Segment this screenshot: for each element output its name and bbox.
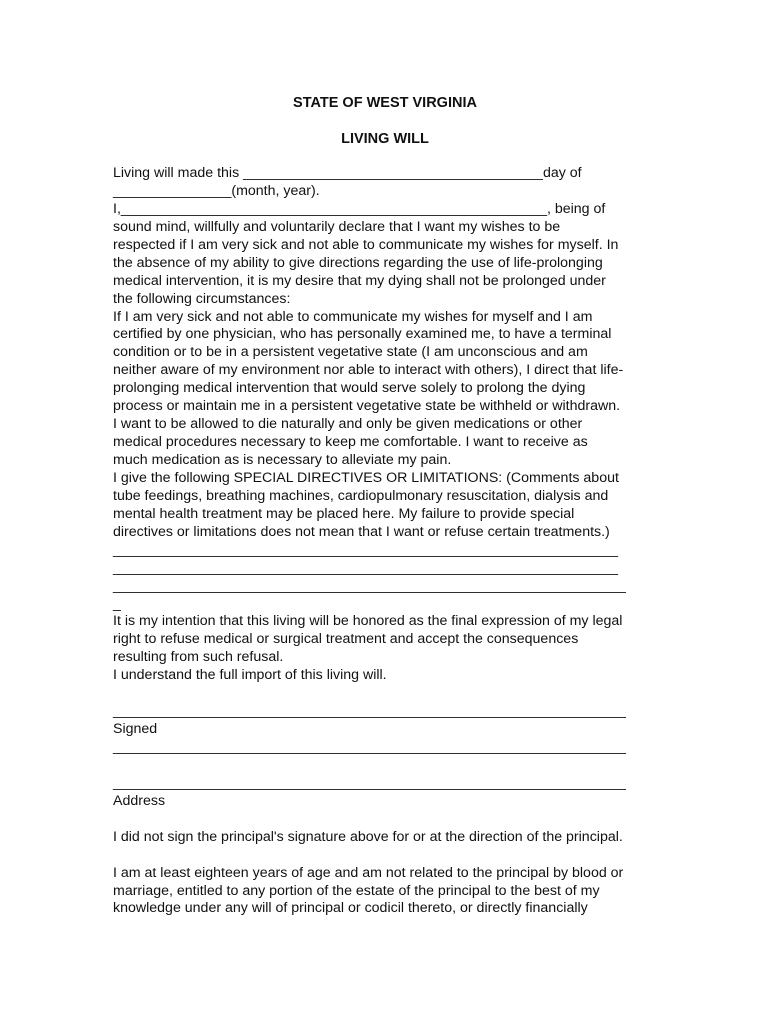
document-line: the absence of my ability to give directions regarding the use of life-prolonging	[113, 254, 603, 271]
blank-line	[113, 847, 673, 865]
document-line: medical procedures necessary to keep me comfortable. I want to receive as	[113, 434, 588, 451]
document-line: mental health treatment may be placed here. My failure to provide special	[113, 505, 575, 522]
document-line: _________________________________________________________________	[113, 703, 626, 720]
document-line: If I am very sick and not able to communicate my wishes for myself and I am	[113, 308, 593, 325]
document-line: _________________________________________________________________	[113, 739, 626, 755]
document-line: respected if I am very sick and not able to communicate my wishes for myself. In	[113, 236, 619, 253]
blank-line	[113, 685, 673, 703]
document-line: I did not sign the principal's signature above for or at the direction of the principal.	[113, 828, 623, 845]
document-line: directives or limitations does not mean that I want or refuse certain treatments.)	[113, 523, 610, 540]
document-title: STATE OF WEST VIRGINIA	[293, 95, 477, 111]
document-line: prolonging medical intervention that would serve solely to prolong the dying	[113, 380, 586, 397]
document-line: medical intervention, it is my desire that my dying shall not be prolonged under	[113, 272, 606, 289]
document-line: right to refuse medical or surgical treatment and accept the consequences	[113, 631, 579, 648]
document-line: certified by one physician, who has personally examined me, to have a terminal	[113, 326, 612, 343]
document-line: I am at least eighteen years of age and am not related to the principal by blood or	[113, 864, 624, 881]
document-line: resulting from such refusal.	[113, 649, 284, 666]
document-line: _______________(month, year).	[113, 182, 320, 199]
document-line: _________________________________________________________________	[113, 774, 626, 791]
blank-line	[113, 811, 673, 829]
document-line: process or maintain me in a persistent vegetative state be withheld or withdrawn.	[113, 398, 621, 415]
document-line: Living will made this ______________________________________day of	[113, 165, 582, 181]
document-line: marriage, entitled to any portion of the estate of the principal to the best of my	[113, 882, 600, 899]
document-line: Signed	[113, 721, 158, 738]
document-line: ________________________________________________________________	[113, 541, 618, 558]
document-line: much medication as is necessary to alleviate my pain.	[113, 452, 452, 468]
document-line: condition or to be in a persistent vegetative state (I am unconscious and am	[113, 344, 588, 361]
document-line: sound mind, willfully and voluntarily declare that I want my wishes to be	[113, 218, 561, 235]
document-line: _	[113, 595, 121, 612]
document-line: I want to be allowed to die naturally and only be given medications or other	[113, 416, 583, 433]
document-line: I understand the full import of this living will.	[113, 667, 387, 684]
document-line: ________________________________________________________________	[113, 559, 618, 576]
document-line: knowledge under any will of principal or codicil thereto, or directly financially	[113, 900, 588, 917]
document-line: tube feedings, breathing machines, cardiopulmonary resuscitation, dialysis and	[113, 487, 609, 504]
document-line: neither aware of my environment nor able to interact with others), I direct that life-	[113, 362, 624, 379]
document-body	[113, 165, 673, 918]
blank-line	[113, 757, 673, 775]
document-line: I give the following SPECIAL DIRECTIVES OR LIMITATIONS: (Comments about	[113, 469, 619, 486]
document-subtitle: LIVING WILL	[341, 131, 429, 147]
document-line: the following circumstances:	[113, 290, 291, 307]
document-line: I,______________________________________________________, being of	[113, 200, 606, 217]
document-line: It is my intention that this living will be honored as the final expression of my legal	[113, 613, 623, 630]
document-line: Address	[113, 792, 166, 809]
document-line: _________________________________________________________________	[113, 577, 626, 594]
